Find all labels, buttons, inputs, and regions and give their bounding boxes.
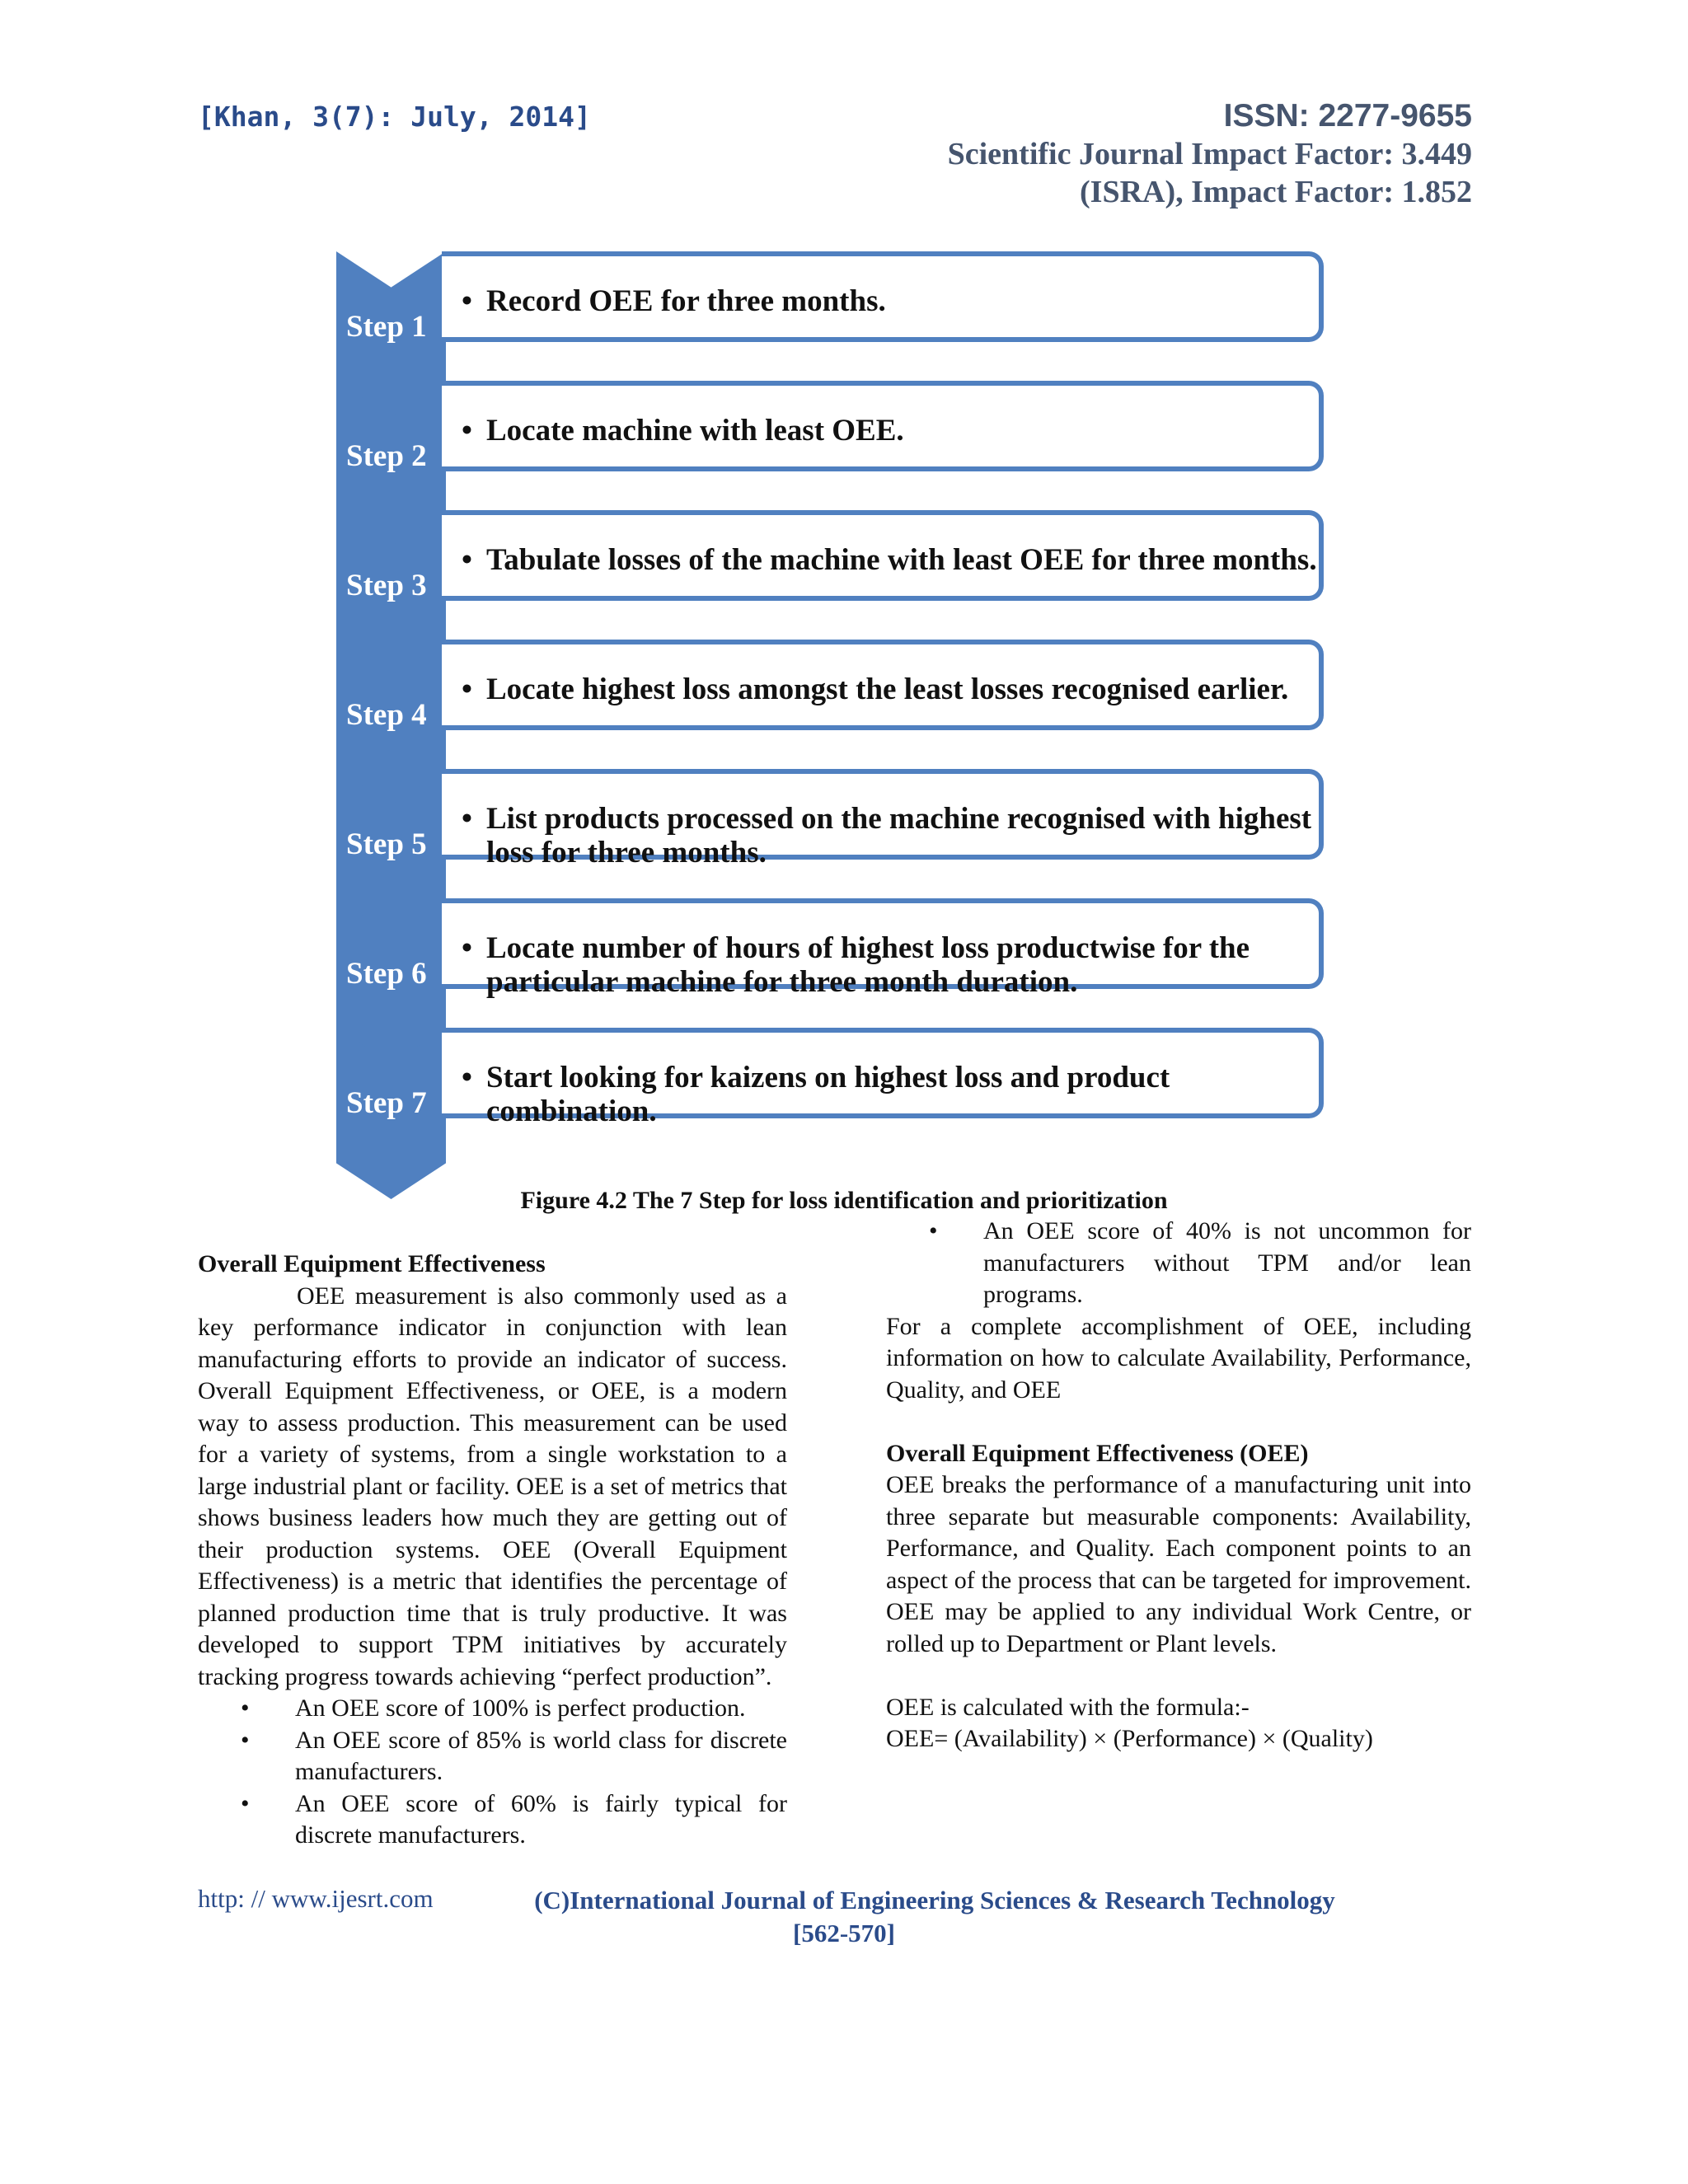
step-description: Start looking for kaizens on highest loss and product combination. <box>486 1061 1170 1128</box>
bullet-icon: • <box>462 414 472 448</box>
list-item-text: An OEE score of 85% is world class for discrete manufacturers. <box>295 1726 787 1785</box>
step-label: Step 7 <box>346 1086 427 1120</box>
issn: ISSN: 2277-9655 <box>1223 98 1472 134</box>
step-text <box>462 284 1343 318</box>
bullet-list <box>886 1216 1471 1311</box>
bullet-icon: • <box>462 931 472 965</box>
body-paragraph: OEE breaks the performance of a manufacturing unit into three separate but measurable components: Availability, Performance, and Quality. Each component points to an aspect of the process that can be targeted for improvement. OEE may be applied to any individual Work Centre, or rolled up to Department or Plant levels. <box>886 1471 1471 1657</box>
bullet-icon: • <box>462 1061 472 1094</box>
bullet-icon: • <box>462 673 472 706</box>
formula-intro: OEE is calculated with the formula:- <box>886 1693 1250 1721</box>
list-item-text: An OEE score of 100% is perfect production. <box>295 1694 746 1722</box>
step-label: Step 3 <box>346 569 427 602</box>
step-description: Record OEE for three months. <box>486 284 886 318</box>
body-paragraph: For a complete accomplishment of OEE, including information on how to calculate Availability, Performance, Quality, and OEE <box>886 1312 1471 1404</box>
bullet-icon: • <box>241 1694 250 1722</box>
step-label: Step 2 <box>346 439 427 473</box>
left-column <box>198 1249 787 1852</box>
formula: OEE= (Availability) × (Performance) × (Quality) <box>886 1725 1373 1752</box>
list-item-text: An OEE score of 60% is fairly typical for discrete manufacturers. <box>295 1789 787 1849</box>
footer-url-link[interactable]: http: // www.ijesrt.com <box>198 1884 434 1913</box>
step-description: Locate machine with least OEE. <box>486 414 904 448</box>
step-text <box>462 1061 1343 1128</box>
journal-metrics <box>948 97 1472 211</box>
step-label: Step 4 <box>346 698 427 732</box>
list-item-text: An OEE score of 40% is not uncommon for manufacturers without TPM and/or lean programs. <box>983 1217 1471 1308</box>
sjif-impact-factor: Scientific Journal Impact Factor: 3.449 <box>947 137 1472 171</box>
bullet-icon: • <box>462 543 472 577</box>
section-heading: Overall Equipment Effectiveness <box>198 1250 546 1277</box>
step-label: Step 1 <box>346 310 427 344</box>
bullet-list <box>198 1693 787 1852</box>
bullet-icon: • <box>929 1217 938 1244</box>
step-text <box>462 802 1343 869</box>
section-heading: Overall Equipment Effectiveness (OEE) <box>886 1439 1309 1467</box>
list-item <box>198 1693 787 1725</box>
step-text <box>462 673 1343 706</box>
list-item <box>198 1725 787 1788</box>
bullet-icon: • <box>462 802 472 836</box>
bullet-icon: • <box>462 284 472 318</box>
bullet-icon: • <box>241 1726 250 1754</box>
list-item <box>886 1216 1471 1311</box>
step-label: Step 5 <box>346 827 427 861</box>
figure-caption: Figure 4.2 The 7 Step for loss identification and prioritization <box>520 1187 1168 1214</box>
step-label: Step 6 <box>346 957 427 991</box>
right-column <box>886 1216 1471 1755</box>
footer-journal-name: (C)International Journal of Engineering Sciences & Research Technology <box>534 1886 1335 1915</box>
citation: [Khan, 3(7): July, 2014] <box>198 101 591 133</box>
step-text <box>462 931 1343 999</box>
bullet-icon: • <box>241 1789 250 1817</box>
footer-journal <box>0 1884 1688 1950</box>
step-text <box>462 414 1343 448</box>
step-text <box>462 543 1343 577</box>
step-description: Locate highest loss amongst the least losses recognised earlier. <box>486 673 1289 706</box>
step-description: Locate number of hours of highest loss productwise for the particular machine for three month duration. <box>486 931 1250 999</box>
isra-impact-factor: (ISRA), Impact Factor: 1.852 <box>1080 175 1472 209</box>
body-paragraph: OEE measurement is also commonly used as a key performance indicator in conjunction with lean manufacturing efforts to provide an indicator of success. Overall Equipment Effectiveness, or OEE, is a modern way to assess production. This measurement can be used for a variety of systems, from a single workstation to a large industrial plant or facility. OEE is a set of metrics that shows business leaders how much they are getting out of their production systems. OEE (Overall Equipment Effectiveness) is a metric that identifies the percentage of planned production time that is truly productive. It was developed to support TPM initiatives by accurately tracking progress towards achieving “perfect production”. <box>198 1282 787 1690</box>
step-description: List products processed on the machine recognised with highest loss for three months. <box>486 802 1312 869</box>
footer-pages: [562-570] <box>793 1919 895 1947</box>
list-item <box>198 1788 787 1852</box>
step-description: Tabulate losses of the machine with least OEE for three months. <box>486 543 1317 577</box>
